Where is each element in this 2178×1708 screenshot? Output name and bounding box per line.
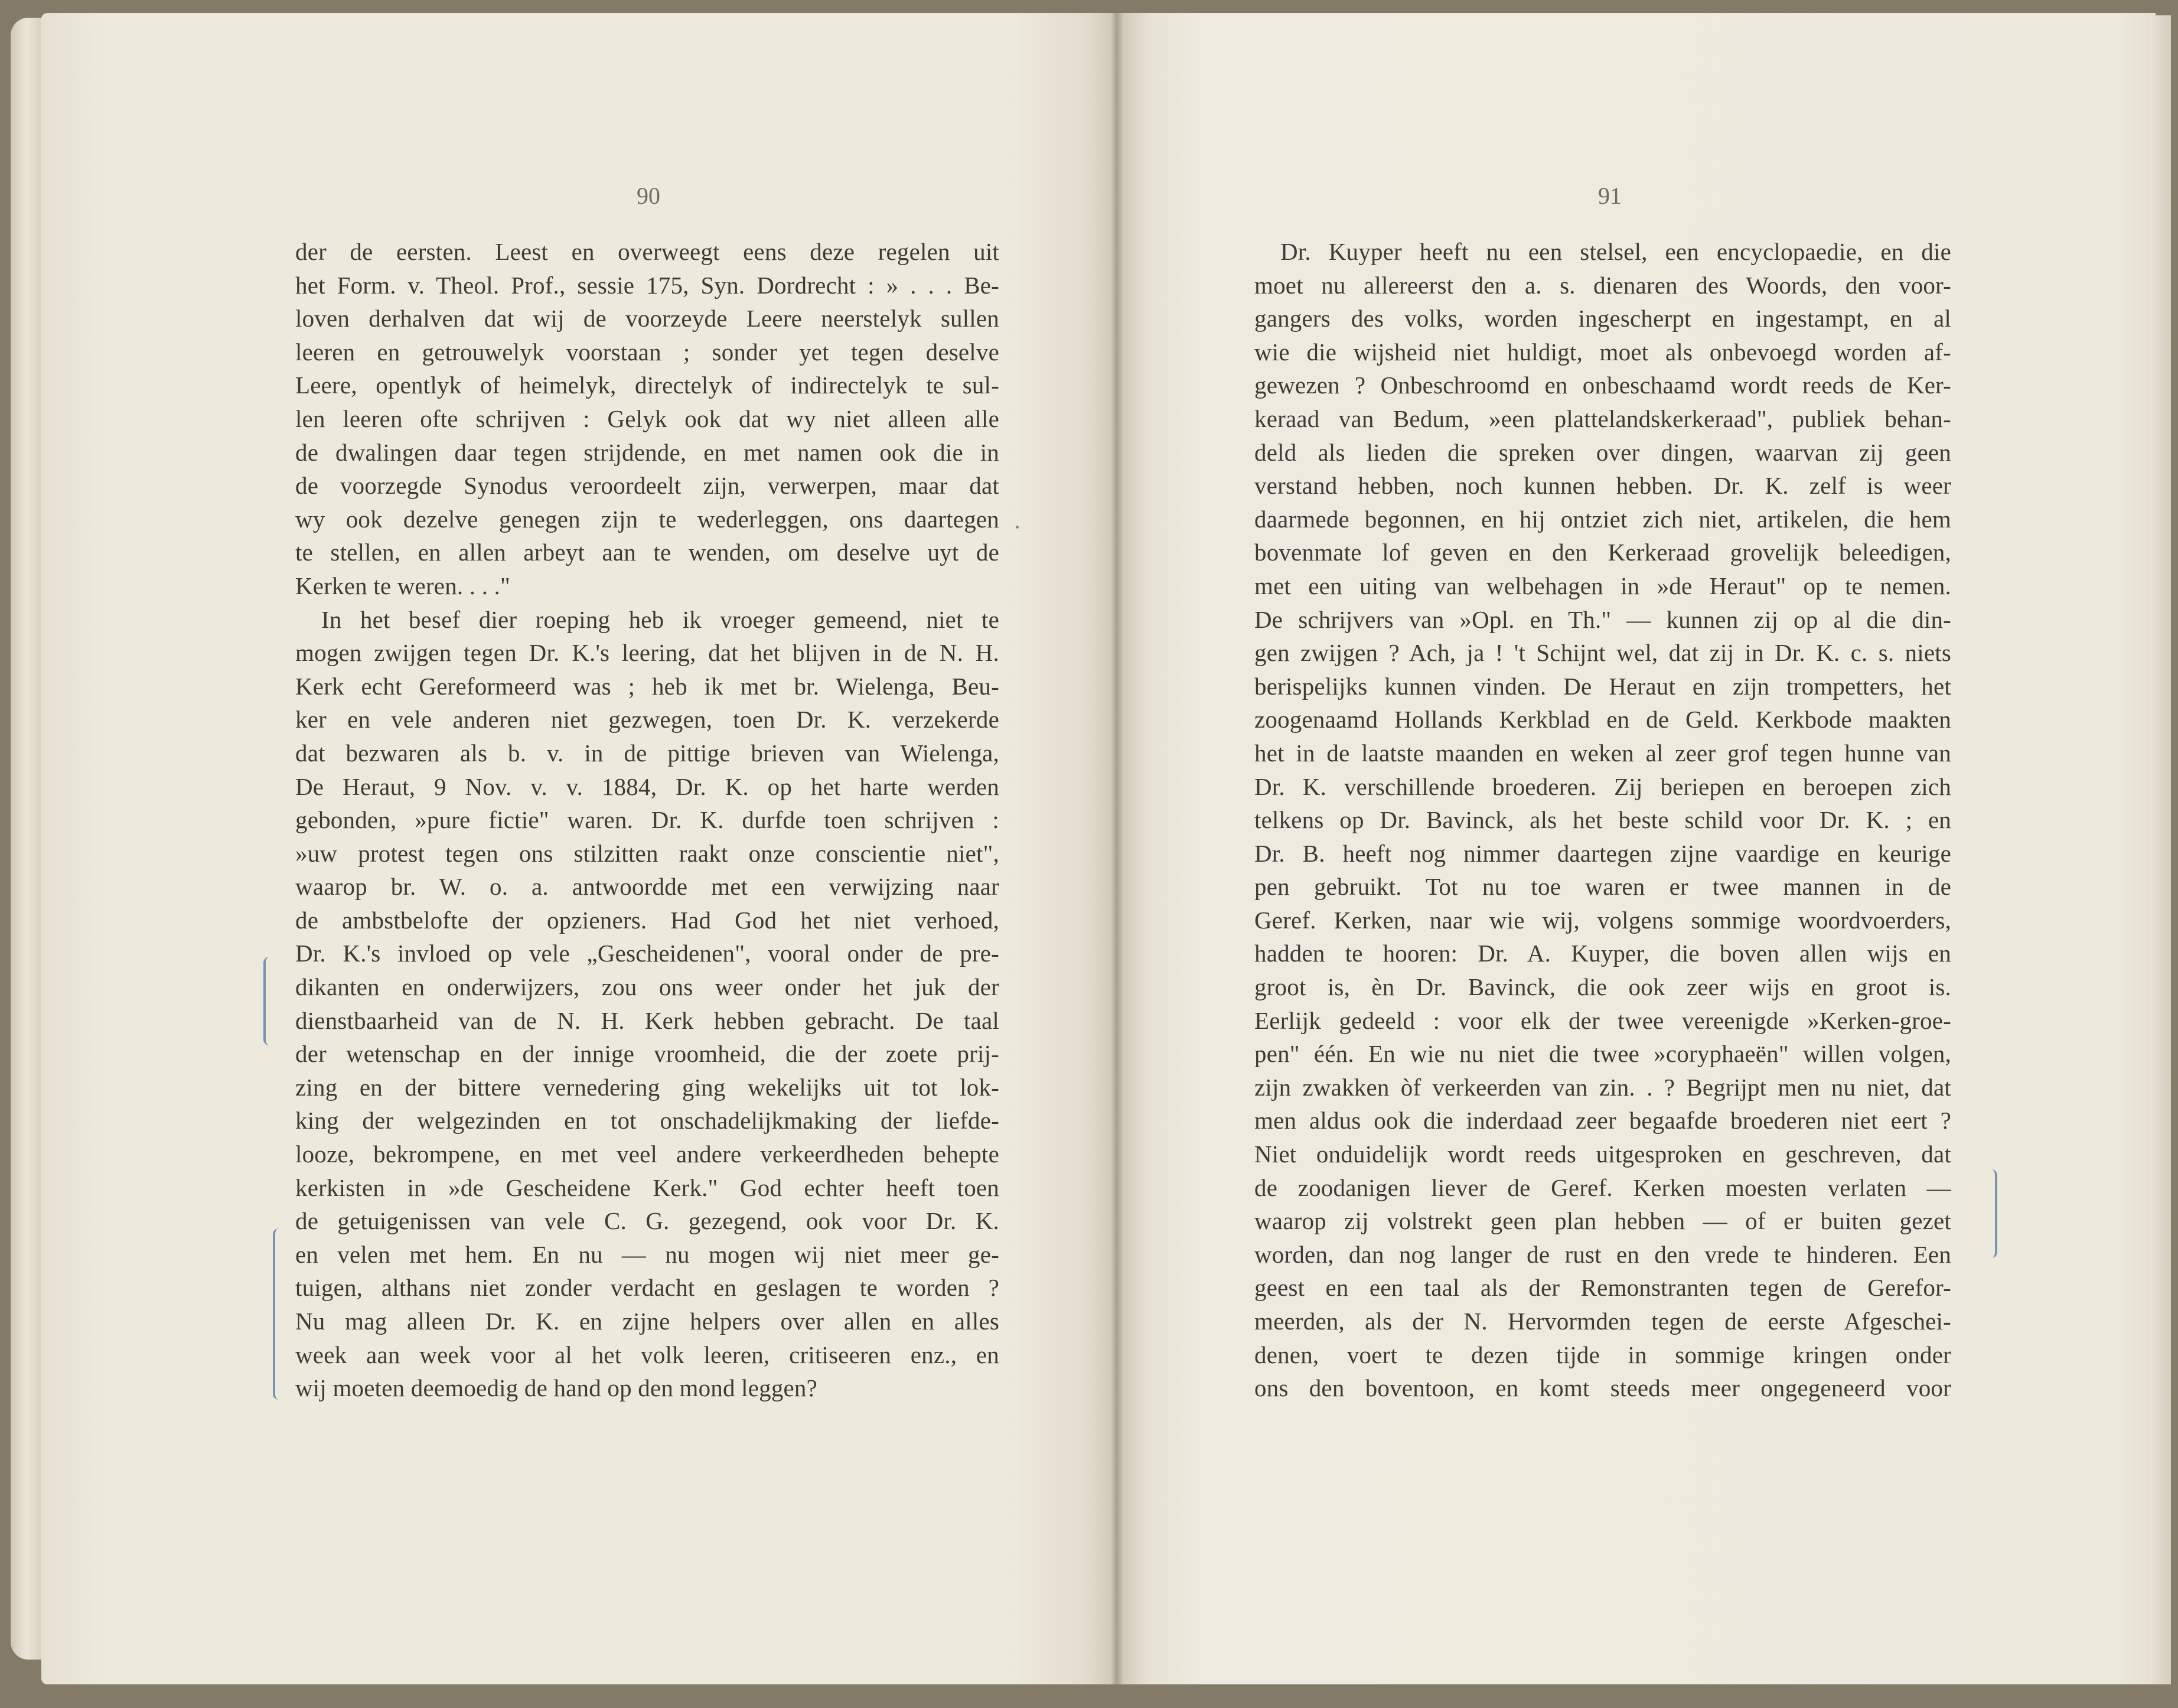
text-line: te stellen, en allen arbeyt aan te wenden, om deselve uyt de [295, 539, 999, 566]
text-line: zoogenaamd Hollands Kerkblad en de Geld. Kerkbode maakten [1254, 706, 1951, 734]
text-line: verstand hebben, noch kunnen hebben. Dr. K. zelf is weer [1254, 472, 1951, 500]
text-line: Dr. K. verschillende broederen. Zij beriepen en beroepen zich [1254, 772, 1951, 800]
text-line: wy ook dezelve genegen zijn te wederleggen, ons daartegen [295, 505, 999, 533]
text-line: loven derhalven dat wij de voorzeyde Leere neerstelyk sullen [295, 305, 999, 333]
text-line: keraad van Bedum, »een plattelandskerkeraad", publiek behan- [1254, 405, 1951, 432]
text-line: De schrijvers van »Opl. en Th." — kunnen zij op al die din- [1254, 605, 1951, 633]
text-line: gebonden, »pure fictie" waren. Dr. K. durfde toen schrijven : [295, 806, 999, 834]
text-line: waarop br. W. o. a. antwoordde met een verwijzing naar [295, 873, 999, 901]
text-line: der de eersten. Leest en overweegt eens deze regelen uit [295, 238, 999, 265]
text-line: Geref. Kerken, naar wie wij, volgens sommige woordvoerders, [1254, 906, 1951, 934]
text-line: de dwalingen daar tegen strijdende, en met namen ook die in [295, 438, 999, 466]
text-line: wie die wijsheid niet huldigt, moet als onbevoegd worden af- [1254, 338, 1951, 366]
text-line: Eerlijk gedeeld : voor elk der twee vereenigde »Kerken-groe- [1254, 1006, 1951, 1034]
text-line: dat bezwaren als b. v. in de pittige brieven van Wielenga, [295, 739, 999, 767]
book-gutter [1110, 13, 1123, 1684]
text-line: Nu mag alleen Dr. K. en zijne helpers over allen en alles [295, 1308, 999, 1335]
text-line: Leere, opentlyk of heimelyk, directelyk of indirectelyk te sul- [295, 371, 999, 399]
text-line: en velen met hem. En nu — nu mogen wij niet meer ge- [295, 1240, 999, 1268]
text-line: geest en een taal als der Remonstranten tegen de Gerefor- [1254, 1274, 1951, 1302]
text-line: zijn zwakken òf verkeerden van zin. . ? Begrijpt men nu niet, dat [1254, 1073, 1951, 1101]
text-line: tuigen, althans niet zonder verdacht en geslagen te worden ? [295, 1274, 999, 1302]
margin-mark-left-2 [273, 1228, 279, 1400]
text-line: berispelijks kunnen vinden. De Heraut en zijn trompetters, het [1254, 672, 1951, 700]
text-line: hadden te hooren: Dr. A. Kuyper, die boven allen wijs en [1254, 940, 1951, 967]
text-line: bovenmate lof geven en den Kerkeraad grovelijk beleedigen, [1254, 539, 1951, 566]
right-page-number: 91 [1598, 182, 1622, 209]
text-line: de ambstbelofte der opzieners. Had God het niet verhoed, [295, 906, 999, 934]
text-line: week aan week voor al het volk leeren, critiseeren enz., en [295, 1341, 999, 1368]
text-line: daarmede begonnen, en hij ontziet zich niet, artikelen, die hem [1254, 505, 1951, 533]
text-line: looze, bekrompene, en met veel andere verkeerdheden behepte [295, 1140, 999, 1168]
text-line: zing en der bittere vernedering ging wekelijks uit tot lok- [295, 1073, 999, 1101]
text-line: »uw protest tegen ons stilzitten raakt onze conscientie niet", [295, 839, 999, 867]
text-line: leeren en getrouwelyk voorstaan ; sonder yet tegen deselve [295, 338, 999, 366]
text-line: Dr. K.'s invloed op vele „Gescheidenen", vooral onder de pre- [295, 940, 999, 967]
text-line: ons den boventoon, en komt steeds meer ongegeneerd voor [1254, 1374, 1951, 1402]
page-stack-right-edge [2150, 15, 2171, 1684]
text-line: Niet onduidelijk wordt reeds uitgesproken en geschreven, dat [1254, 1140, 1951, 1168]
text-line: Dr. B. heeft nog nimmer daartegen zijne vaardige en keurige [1254, 839, 1951, 867]
text-line: De Heraut, 9 Nov. v. v. 1884, Dr. K. op het harte werden [295, 772, 999, 800]
text-line: meerden, als der N. Hervormden tegen de eerste Afgeschei- [1254, 1308, 1951, 1335]
text-line: denen, voert te dezen tijde in sommige kringen onder [1254, 1341, 1951, 1368]
text-line: waarop zij volstrekt geen plan hebben — of er buiten gezet [1254, 1207, 1951, 1235]
pencil-dot [1016, 526, 1019, 529]
right-page-text [1254, 235, 1951, 1405]
text-line: gen zwijgen ? Ach, ja ! 't Schijnt wel, dat zij in Dr. K. c. s. niets [1254, 639, 1951, 667]
text-line: kerkisten in »de Gescheidene Kerk." God echter heeft toen [295, 1174, 999, 1201]
left-page-number: 90 [637, 182, 660, 209]
text-line: len leeren ofte schrijven : Gelyk ook dat wy niet alleen alle [295, 405, 999, 432]
text-line: pen gebruikt. Tot nu toe waren er twee mannen in de [1254, 873, 1951, 901]
left-page-text [295, 235, 999, 1405]
text-line: Kerk echt Gereformeerd was ; heb ik met br. Wielenga, Beu- [295, 672, 999, 700]
text-line: met een uiting van welbehagen in »de Heraut" op te nemen. [1254, 572, 1951, 599]
text-line: der wetenschap en der innige vroomheid, die der zoete prij- [295, 1040, 999, 1068]
text-line: dienstbaarheid van de N. H. Kerk hebben gebracht. De taal [295, 1006, 999, 1034]
text-line: dikanten en onderwijzers, zou ons weer onder het juk der [295, 973, 999, 1001]
text-line: Kerken te weren. . . ." [295, 572, 510, 599]
text-line: gewezen ? Onbeschroomd en onbeschaamd wordt reeds de Ker- [1254, 371, 1951, 399]
margin-mark-right-1 [1991, 1169, 1997, 1258]
text-line: de getuigenissen van vele C. G. gezegend, ook voor Dr. K. [295, 1207, 999, 1235]
text-line: telkens op Dr. Bavinck, als het beste schild voor Dr. K. ; en [1254, 806, 1951, 834]
text-line: mogen zwijgen tegen Dr. K.'s leering, dat het blijven in de N. H. [295, 639, 999, 667]
text-line: Dr. Kuyper heeft nu een stelsel, een encyclopaedie, en die [1280, 238, 1951, 265]
margin-mark-left-1 [263, 957, 269, 1045]
text-line: de zoodanigen liever de Geref. Kerken moesten verlaten — [1254, 1174, 1951, 1201]
text-line: het Form. v. Theol. Prof., sessie 175, Syn. Dordrecht : » . . . Be- [295, 271, 999, 299]
text-line: moet nu allereerst den a. s. dienaren des Woords, den voor- [1254, 271, 1951, 299]
text-line: ker en vele anderen niet gezwegen, toen Dr. K. verzekerde [295, 706, 999, 734]
text-line: deld als lieden die spreken over dingen, waarvan zij geen [1254, 438, 1951, 466]
text-line: In het besef dier roeping heb ik vroeger gemeend, niet te [321, 605, 999, 633]
text-line: groot is, èn Dr. Bavinck, die ook zeer wijs en groot is. [1254, 973, 1951, 1001]
text-line: de voorzegde Synodus veroordeelt zijn, verwerpen, maar dat [295, 472, 999, 500]
text-line: gangers des volks, worden ingescherpt en ingestampt, en al [1254, 305, 1951, 333]
text-line: worden, dan nog langer de rust en den vrede te hinderen. Een [1254, 1240, 1951, 1268]
text-line: pen" één. En wie nu niet die twee »coryphaeën" willen volgen, [1254, 1040, 1951, 1068]
text-line: het in de laatste maanden en weken al zeer grof tegen hunne van [1254, 739, 1951, 767]
text-line: men aldus ook die inderdaad zeer begaafde broederen niet eert ? [1254, 1107, 1951, 1135]
text-line: wij moeten deemoedig de hand op den mond leggen? [295, 1374, 818, 1402]
text-line: king der welgezinden en tot onschadelijkmaking der liefde- [295, 1107, 999, 1135]
